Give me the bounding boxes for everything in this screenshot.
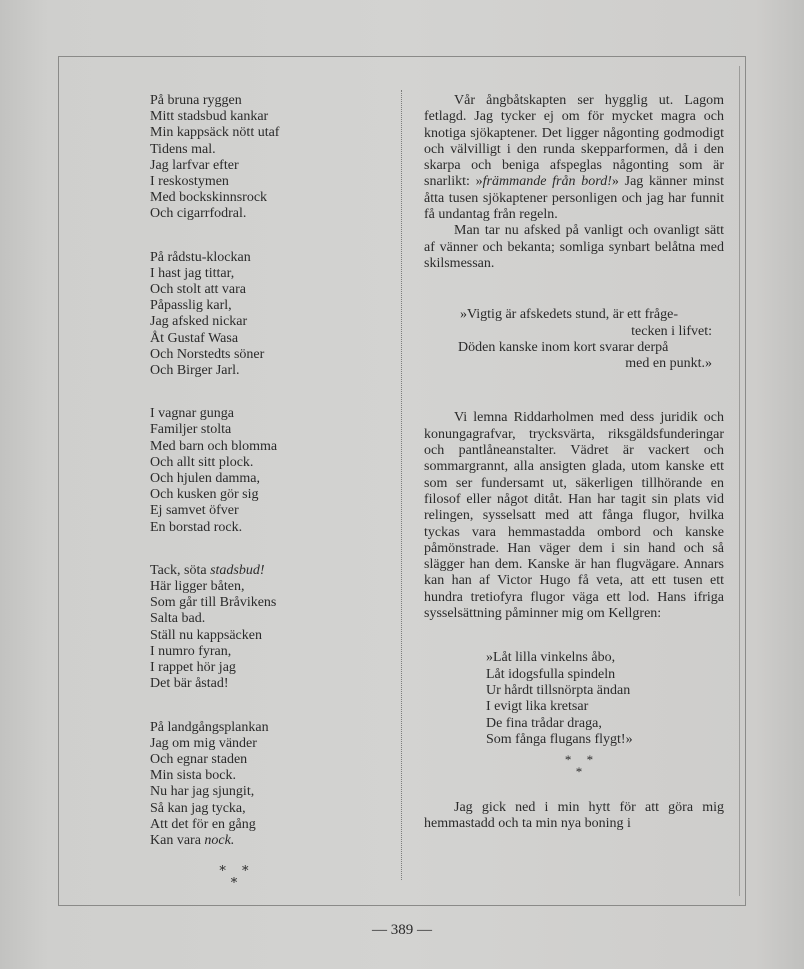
- poem-line: Mitt stadsbud kankar: [150, 109, 269, 125]
- poem-line: Och stolt att vara: [150, 282, 247, 298]
- quote-line: med en punkt.»: [625, 356, 712, 372]
- poem-line: I hast jag tittar,: [150, 265, 235, 281]
- poem-line: Så kan jag tycka,: [150, 800, 246, 816]
- farewell-quote: [424, 307, 724, 372]
- poem-line: Ur hårdt tillsnörpta ändan: [486, 682, 631, 698]
- poem-line: Min sista bock.: [150, 768, 236, 784]
- poem-line: Som går till Bråvikens: [150, 595, 277, 611]
- paragraph-riddarholmen: Vi lemna Riddarholmen med dess juridik och konungagrafvar, trycksvärta, riksgäldsfunderingar och pantlåneanstalter. Vädret är vackert och sommargrannt, alla ansigten glada, utom kanske ett som ser fundersamt ut, säkerligen tillhörande en filosof eller något ditåt. Han har tagit sin plats vid relingen, sysselsatt med att fånga flugor, hvilka tyckas vara hemmastadda ombord och kanske påmönstrade. Han väger dem i sin hand och så slägger han dem. Kanske är han flugvägare. Annars kan han af Victor Hugo få veta, att ett tusen ett hundra tretiofyra flugor väga ett lod. Hans ifriga sysselsättning påminner mig om Kellgren:: [424, 410, 724, 622]
- poem-line: Med barn och blomma: [150, 438, 278, 454]
- poem-line: På rådstu-klockan: [150, 249, 251, 265]
- kellgren-poem: [486, 650, 724, 748]
- stanza-4: [150, 563, 390, 693]
- italic-word: nock.: [204, 832, 235, 848]
- poem-line: Familjer stolta: [150, 422, 232, 438]
- poem-line: I numro fyran,: [150, 643, 232, 659]
- poem-line: I vagnar gunga: [150, 406, 234, 422]
- poem-line: [150, 563, 390, 579]
- poem-line: Och Norstedts söner: [150, 346, 265, 362]
- poem-line: I rappet hör jag: [150, 660, 236, 676]
- poem-line: Som fånga flugans flygt!»: [486, 731, 633, 747]
- poem-line: De fina trådar draga,: [486, 715, 602, 731]
- prose-column: [424, 93, 724, 833]
- poem-line: Tidens mal.: [150, 141, 216, 157]
- poem-line: Jag om mig vänder: [150, 735, 257, 751]
- stanza-2: [150, 250, 390, 380]
- quote-line: Döden kanske inom kort svarar derpå: [458, 339, 669, 355]
- italic-phrase: främmande från bord!: [482, 174, 612, 190]
- paragraph-captain: [424, 93, 724, 223]
- poem-line: Att det för en gång: [150, 816, 256, 832]
- poem-line: Det bär åstad!: [150, 676, 229, 692]
- poem-line: Med bockskinnsrock: [150, 190, 268, 206]
- poem-line: Åt Gustaf Wasa: [150, 330, 239, 346]
- italic-word: stadsbud!: [210, 562, 265, 578]
- page-number: — 389 —: [372, 922, 432, 938]
- poem-line: Och kusken gör sig: [150, 487, 259, 503]
- section-stars-left: * * *: [219, 864, 255, 891]
- poem-line: På bruna ryggen: [150, 93, 242, 108]
- stanza-3: [150, 406, 390, 536]
- stanza-1: [150, 93, 390, 223]
- poem-line: Och Birger Jarl.: [150, 363, 240, 379]
- poem-line: Jag afsked nickar: [150, 314, 248, 330]
- poem-line: »Låt lilla vinkelns åbo,: [486, 650, 616, 666]
- paragraph-farewell: Man tar nu afsked på vanligt och ovanligt sätt af vänner och bekanta; somliga synbart belåtna med skilsmessan.: [424, 223, 724, 271]
- poem-line: Påpasslig karl,: [150, 298, 232, 314]
- quote-line: »Vigtig är afskedets stund, är ett fråge-: [460, 307, 679, 323]
- column-divider: [401, 90, 402, 880]
- paragraph-text: » Jag känner minst åtta tusen sjökaptener personligen och jag har funnit få undantag från regeln.: [424, 174, 724, 223]
- poem-line: Och hjulen damma,: [150, 471, 261, 487]
- poem-line: Låt idogsfulla spindeln: [486, 666, 616, 682]
- poem-line: Ställ nu kappsäcken: [150, 627, 262, 643]
- quote-line: tecken i lifvet:: [631, 323, 712, 339]
- stanza-5: [150, 720, 390, 850]
- poem-line-text: Kan vara: [150, 832, 205, 848]
- poem-line: I reskostymen: [150, 174, 229, 190]
- poem-line: Och allt sitt plock.: [150, 454, 254, 470]
- poem-line: Och cigarrfodral.: [150, 206, 247, 222]
- poem-line: En borstad rock.: [150, 519, 243, 535]
- poem-line: Och egnar staden: [150, 751, 248, 767]
- poem-line: Ej samvet öfver: [150, 503, 239, 519]
- section-stars-right: * * *: [564, 752, 600, 780]
- poem-line: Nu har jag sjungit,: [150, 784, 255, 800]
- paragraph-text: Vår ångbåtskapten ser hygglig ut. Lagom fetlagd. Jag tycker ej om för mycket magra och knotiga sjökaptener. Det ligger någonting godmodigt och välvilligt i den runda skepparformen, då i den skarpa och beniga afspeglas någonting som är snarlikt: »: [424, 93, 724, 190]
- poem-line: Jag larfvar efter: [150, 157, 239, 173]
- margin-rule: [739, 66, 740, 896]
- poem-line: Salta bad.: [150, 611, 206, 627]
- poem-column: [150, 93, 390, 876]
- poem-line: På landgångsplankan: [150, 719, 269, 735]
- paragraph-cabin: Jag gick ned i min hytt för att göra mig hemmastadd och ta min nya boning i: [424, 800, 724, 832]
- poem-line: Min kappsäck nött utaf: [150, 125, 280, 141]
- poem-line-text: Tack, söta: [150, 562, 211, 578]
- poem-line: I evigt lika kretsar: [486, 699, 589, 715]
- poem-line: Här ligger båten,: [150, 579, 245, 595]
- poem-line: [150, 833, 390, 849]
